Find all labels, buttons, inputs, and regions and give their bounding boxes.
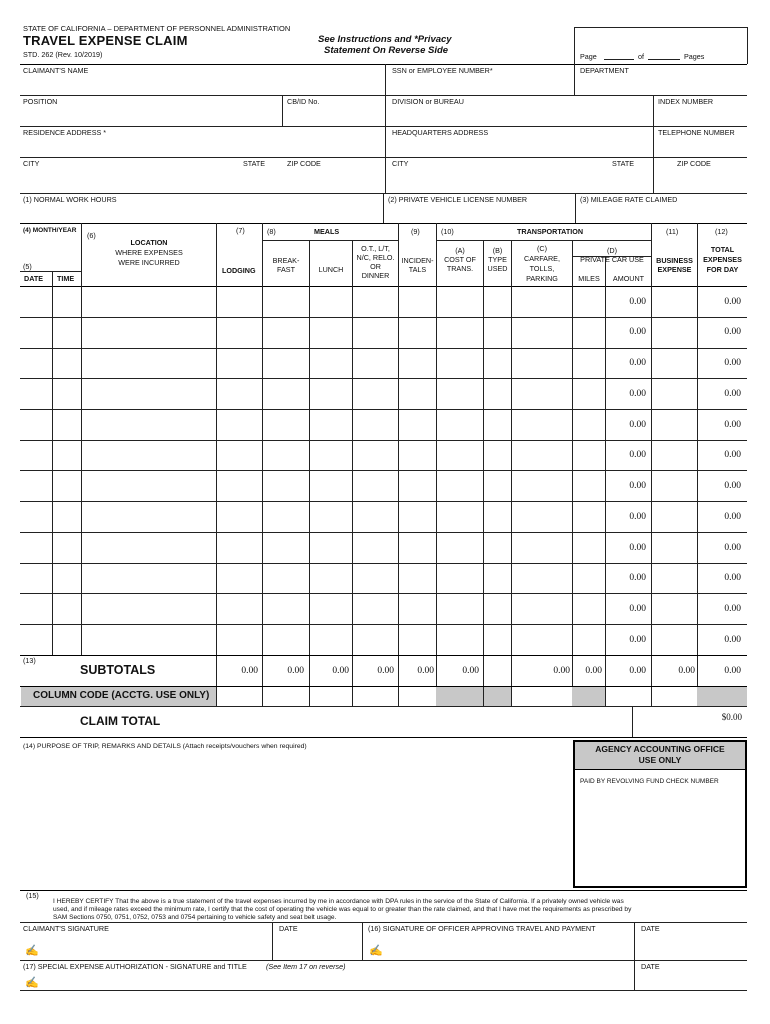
carfare-label-2: CARFARE, [524, 254, 560, 263]
work-hours-label: (1) NORMAL WORK HOURS [23, 195, 117, 204]
private-car-label-1: (D) [607, 246, 617, 255]
work-hours-field[interactable] [22, 205, 380, 221]
row-9-total: 0.00 [724, 543, 741, 553]
subtotals-label: SUBTOTALS [80, 663, 156, 677]
claimant-signature-label: CLAIMANT'S SIGNATURE [23, 924, 109, 933]
column-code-shade-trans [436, 687, 483, 706]
date-3-label: DATE [641, 962, 660, 971]
officer-signature-field[interactable] [384, 934, 630, 958]
col-11-label: (11) [666, 227, 679, 236]
of-label: of [638, 52, 644, 61]
telephone-label: TELEPHONE NUMBER [658, 128, 735, 137]
page-number-field[interactable] [604, 59, 634, 60]
row-5-total: 0.00 [724, 420, 741, 430]
col-7-label: (7) [236, 226, 245, 235]
license-label: (2) PRIVATE VEHICLE LICENSE NUMBER [388, 195, 528, 204]
subtotal-amount: 0.00 [629, 666, 646, 676]
special-signature-field[interactable] [40, 972, 630, 988]
subtotal-dinner: 0.00 [377, 666, 394, 676]
form-number: STD. 262 (Rev. 10/2019) [23, 50, 103, 59]
col-9-label: (9) [411, 227, 420, 236]
subtotal-incidentals: 0.00 [417, 666, 434, 676]
pen-icon: ✍ [369, 945, 383, 957]
license-field[interactable] [386, 205, 572, 221]
pen-icon: ✍ [25, 945, 39, 957]
certify-marker: (15) [26, 891, 39, 900]
row-2-total: 0.00 [724, 327, 741, 337]
type-used-label-1: (B) [492, 246, 503, 255]
agency-name: STATE OF CALIFORNIA – DEPARTMENT OF PERSONNEL ADMINISTRATION [23, 24, 291, 33]
state-label: STATE [243, 159, 266, 168]
meals-label: MEALS [314, 227, 340, 236]
date-2-field[interactable] [638, 934, 745, 958]
carfare-label-1: (C) [537, 244, 547, 253]
department-field[interactable] [577, 76, 745, 93]
row-11-amount[interactable]: 0.00 [629, 604, 646, 614]
claimant-name-label: CLAIMANT'S NAME [23, 66, 89, 75]
subtotal-breakfast: 0.00 [287, 666, 304, 676]
ssn-field[interactable] [388, 76, 572, 93]
department-label: DEPARTMENT [580, 66, 629, 75]
form-title: TRAVEL EXPENSE CLAIM [23, 33, 188, 48]
miles-label: MILES [578, 274, 600, 283]
carfare-label-4: PARKING [526, 274, 558, 283]
date-1-label: DATE [279, 924, 298, 933]
lodging-label: LODGING [222, 266, 256, 275]
subtotals-marker: (13) [23, 656, 36, 665]
amount-label: AMOUNT [612, 274, 645, 283]
col-10-label: (10) [441, 227, 454, 236]
purpose-label: (14) PURPOSE OF TRIP, REMARKS AND DETAILS (Attach receipts/vouchers when required) [23, 743, 307, 750]
zip-label: ZIP CODE [287, 159, 321, 168]
row-7-amount[interactable]: 0.00 [629, 481, 646, 491]
ot-label-2: N/C, RELO. [356, 253, 395, 262]
ot-label-3: OR [370, 262, 381, 271]
location-label-3: WERE INCURRED [118, 258, 180, 267]
position-label: POSITION [23, 97, 58, 106]
breakfast-label-2: FAST [277, 265, 295, 274]
residence-address-label: RESIDENCE ADDRESS * [23, 128, 107, 137]
subtotal-miles: 0.00 [585, 666, 602, 676]
row-6-total: 0.00 [724, 450, 741, 460]
row-8-total: 0.00 [724, 512, 741, 522]
row-8-amount[interactable]: 0.00 [629, 512, 646, 522]
hq-city-state-zip-field[interactable] [388, 169, 745, 191]
row-10-total: 0.00 [724, 573, 741, 583]
telephone-field[interactable] [656, 138, 745, 155]
column-code-label: COLUMN CODE (ACCTG. USE ONLY) [33, 690, 210, 701]
month-year-label: (4) MONTH/YEAR [23, 227, 77, 234]
type-used-label-3: USED [487, 264, 508, 273]
row-3-total: 0.00 [724, 358, 741, 368]
mileage-rate-field[interactable] [578, 205, 745, 221]
carfare-label-3: TOLLS, [529, 264, 555, 273]
agency-box-title-1: AGENCY ACCOUNTING OFFICE [595, 744, 725, 754]
column-code-shade-type [484, 687, 511, 706]
row-3-amount[interactable]: 0.00 [629, 358, 646, 368]
date-2-label: DATE [641, 924, 660, 933]
incidentals-label-1: INCIDEN- [401, 256, 434, 265]
position-field[interactable] [22, 107, 280, 124]
col-8-label: (8) [267, 227, 276, 236]
row-5-amount[interactable]: 0.00 [629, 420, 646, 430]
claimant-signature-field[interactable] [40, 934, 268, 958]
officer-signature-label: (16) SIGNATURE OF OFFICER APPROVING TRAVEL AND PAYMENT [368, 924, 596, 933]
location-label-1: LOCATION [130, 238, 168, 247]
residence-address-field[interactable] [22, 138, 382, 155]
city-label: CITY [23, 159, 40, 168]
row-11-total: 0.00 [724, 604, 741, 614]
incidentals-label-2: TALS [408, 265, 427, 274]
column-code-shade-miles [572, 687, 605, 706]
col-12-label: (12) [715, 227, 728, 236]
cost-trans-label-3: TRANS. [446, 264, 474, 273]
cost-trans-label-1: (A) [455, 246, 465, 255]
certify-line-2: used, and if mileage rates exceed the minimum rate, I certify that the cost of operating the vehicle was equal to or greater than the rate claimed, and that I have met the requirements as prescribed by [53, 906, 632, 913]
hq-zip-label: ZIP CODE [677, 159, 711, 168]
date-1-field[interactable] [276, 934, 360, 958]
col-6-label: (6) [87, 231, 96, 240]
pen-icon: ✍ [25, 977, 39, 989]
business-expense-label-1: BUSINESS [656, 256, 693, 265]
instructions-line-1: See Instructions and *Privacy [318, 34, 452, 45]
time-col-label: TIME [57, 274, 75, 283]
cost-trans-label-2: COST OF [444, 255, 476, 264]
subtotal-lodging: 0.00 [241, 666, 258, 676]
claim-total-value: $0.00 [721, 712, 742, 722]
row-12-total: 0.00 [724, 635, 741, 645]
paid-by-label: PAID BY REVOLVING FUND CHECK NUMBER [580, 778, 719, 785]
hq-address-field[interactable] [388, 138, 651, 155]
division-label: DIVISION or BUREAU [392, 97, 464, 106]
date-3-field[interactable] [638, 972, 745, 988]
subtotal-cost-trans: 0.00 [462, 666, 479, 676]
cbid-field[interactable] [285, 107, 383, 124]
row-4-amount[interactable]: 0.00 [629, 389, 646, 399]
ot-label-4: DINNER [361, 271, 390, 280]
hq-address-label: HEADQUARTERS ADDRESS [392, 128, 489, 137]
certify-line-3: SAM Sections 0750, 0751, 0752, 0753 and 0754 pertaining to vehicle safety and seat belt usage. [53, 914, 337, 921]
pages-label: Pages [684, 52, 705, 61]
business-expense-label-2: EXPENSE [657, 265, 692, 274]
page-label: Page [580, 52, 597, 61]
row-6-amount[interactable]: 0.00 [629, 450, 646, 460]
transportation-label: TRANSPORTATION [517, 227, 584, 236]
ssn-label: SSN or EMPLOYEE NUMBER* [392, 66, 493, 75]
residence-city-state-zip-field[interactable] [22, 169, 382, 191]
row-9-amount[interactable]: 0.00 [629, 543, 646, 553]
total-expenses-label-3: FOR DAY [706, 265, 739, 274]
breakfast-label-1: BREAK- [272, 256, 300, 265]
special-expense-label: (17) SPECIAL EXPENSE AUTHORIZATION - SIGNATURE and TITLE [23, 962, 247, 971]
row-1-total: 0.00 [724, 297, 741, 307]
agency-box-title-2: USE ONLY [638, 755, 682, 765]
row-12-amount[interactable]: 0.00 [629, 635, 646, 645]
private-car-label-2: PRIVATE CAR USE [580, 255, 644, 264]
lunch-label: LUNCH [318, 265, 344, 274]
column-code-shade-total [697, 687, 747, 706]
special-expense-note: (See Item 17 on reverse) [266, 962, 346, 971]
row-2-amount[interactable]: 0.00 [629, 327, 646, 337]
cbid-label: CB/ID No. [287, 97, 320, 106]
location-label-2: WHERE EXPENSES [115, 248, 183, 257]
row-4-total: 0.00 [724, 389, 741, 399]
date-col-label: DATE [24, 274, 44, 283]
total-expenses-label-2: EXPENSES [703, 255, 742, 264]
row-10-amount[interactable]: 0.00 [629, 573, 646, 583]
hq-city-label: CITY [392, 159, 409, 168]
col-5-label: (5) [23, 262, 32, 271]
index-number-field[interactable] [656, 107, 745, 124]
purpose-field[interactable] [22, 754, 570, 884]
type-used-label-2: TYPE [488, 255, 507, 264]
claim-total-label: CLAIM TOTAL [80, 714, 161, 728]
index-number-label: INDEX NUMBER [658, 97, 714, 106]
subtotal-business: 0.00 [678, 666, 695, 676]
ot-label-1: O.T., L/T, [361, 244, 390, 253]
total-expenses-label-1: TOTAL [710, 245, 735, 254]
claimant-name-field[interactable] [22, 76, 382, 93]
subtotal-carfare: 0.00 [553, 666, 570, 676]
row-1-amount[interactable]: 0.00 [629, 297, 646, 307]
instructions-line-2: Statement On Reverse Side [324, 45, 449, 56]
hq-state-label: STATE [612, 159, 635, 168]
division-field[interactable] [388, 107, 651, 124]
certify-line-1: I HEREBY CERTIFY That the above is a true statement of the travel expenses incurred by me in accordance with DPA rules in the service of the State of California. If a privately owned vehicle was [53, 898, 624, 905]
row-7-total: 0.00 [724, 481, 741, 491]
subtotal-total: 0.00 [724, 666, 741, 676]
page-total-field[interactable] [648, 59, 680, 60]
subtotal-lunch: 0.00 [332, 666, 349, 676]
mileage-rate-label: (3) MILEAGE RATE CLAIMED [580, 195, 678, 204]
